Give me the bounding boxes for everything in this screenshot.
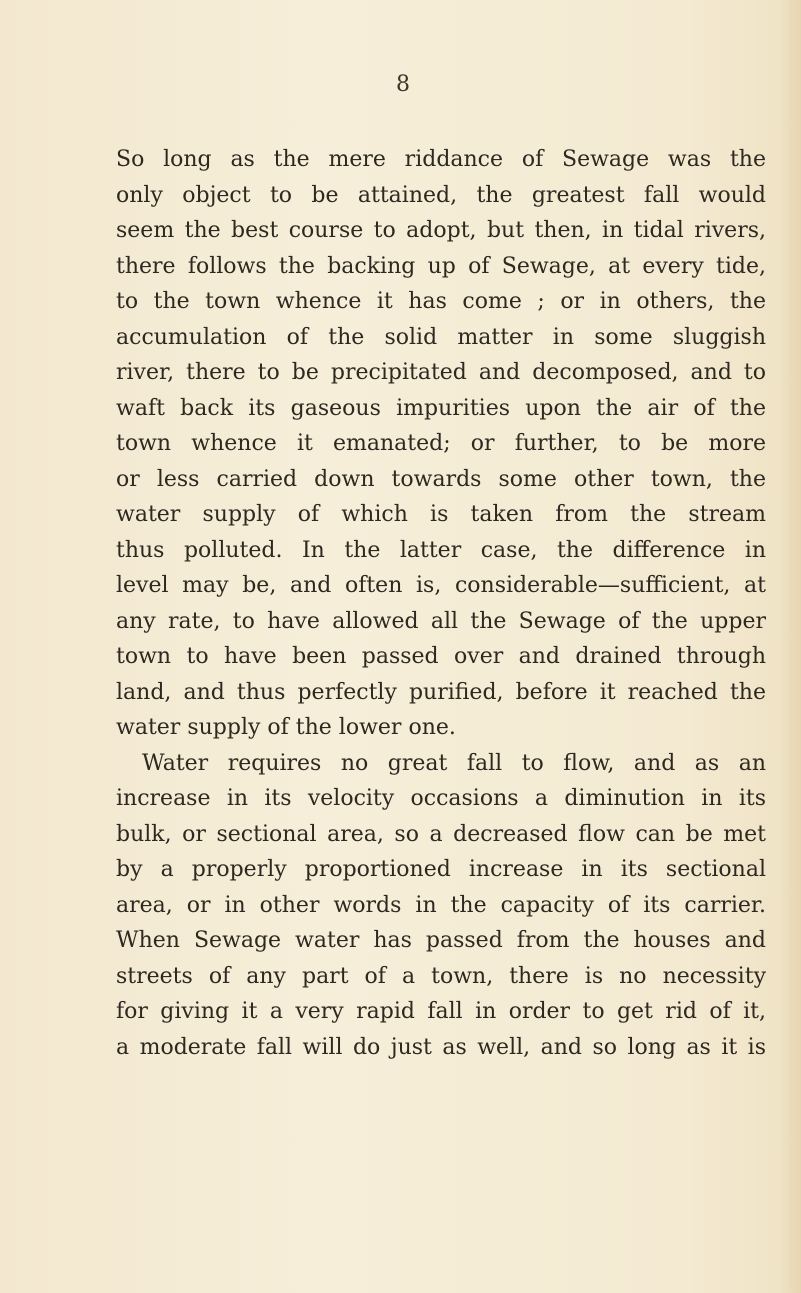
- body-text: [116, 142, 766, 1065]
- text-line: level may be, and often is, considerable—sufficient, at: [116, 573, 766, 598]
- text-line: So long as the mere riddance of Sewage was the: [116, 147, 766, 172]
- text-line: for giving it a very rapid fall in order to get rid of it,: [116, 999, 766, 1024]
- text-line: increase in its velocity occasions a diminution in its: [116, 786, 766, 811]
- text-line: waft back its gaseous impurities upon the air of the: [116, 395, 766, 421]
- text-line: a moderate fall will do just as well, and so long as it is: [116, 1034, 766, 1060]
- text-line: or less carried down towards some other town, the: [116, 466, 766, 492]
- text-line: water supply of which is taken from the stream: [116, 502, 766, 527]
- text-line: Water requires no great fall to flow, and as an: [142, 750, 766, 776]
- text-line: bulk, or sectional area, so a decreased flow can be met: [116, 821, 766, 847]
- text-line: thus polluted. In the latter case, the difference in: [116, 537, 766, 563]
- text-line: by a properly proportioned increase in its sectional: [116, 857, 766, 882]
- text-line: seem the best course to adopt, but then, in tidal rivers,: [116, 218, 766, 243]
- text-line: water supply of the lower one.: [116, 715, 456, 740]
- text-line: there follows the backing up of Sewage, at every tide,: [116, 253, 766, 279]
- text-line: accumulation of the solid matter in some sluggish: [116, 324, 766, 350]
- text-line: area, or in other words in the capacity of its carrier.: [116, 892, 766, 918]
- text-line: only object to be attained, the greatest fall would: [116, 182, 766, 208]
- text-line: streets of any part of a town, there is no necessity: [116, 963, 766, 989]
- text-line: town whence it emanated; or further, to be more: [116, 431, 766, 456]
- page-number: 8: [396, 72, 410, 97]
- text-line: town to have been passed over and drained through: [116, 644, 766, 669]
- paragraph-2: [116, 746, 766, 1066]
- paragraph-1: [116, 142, 766, 746]
- text-line: When Sewage water has passed from the houses and: [116, 928, 766, 953]
- text-line: any rate, to have allowed all the Sewage of the upper: [116, 608, 766, 634]
- page-edge-shading: [779, 0, 801, 1293]
- text-line: land, and thus perfectly purified, before it reached the: [116, 679, 766, 705]
- text-line: to the town whence it has come ; or in others, the: [116, 289, 766, 314]
- text-line: river, there to be precipitated and decomposed, and to: [116, 360, 766, 385]
